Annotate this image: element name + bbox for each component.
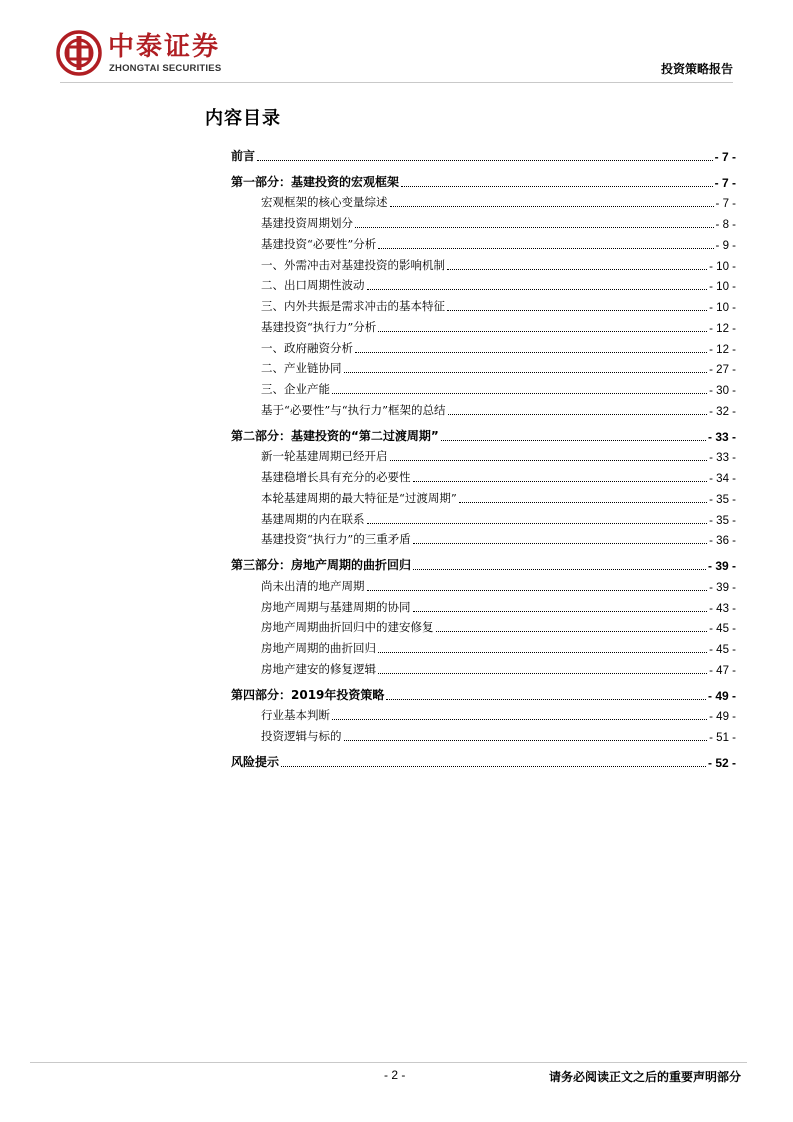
toc-entry-page: - 35 - <box>709 514 736 527</box>
toc-entry[interactable] <box>231 356 736 377</box>
toc-entry-page: - 51 - <box>709 732 736 744</box>
toc-entry[interactable] <box>231 527 736 548</box>
toc-entry-page: - 8 - <box>715 219 736 231</box>
toc-leader-dots <box>447 310 707 311</box>
toc-entry[interactable] <box>231 376 736 397</box>
toc-entry[interactable] <box>231 143 736 164</box>
toc-leader-dots <box>447 269 707 270</box>
toc-entry-label: 第二部分：基建投资的“第二过渡周期” <box>231 428 439 443</box>
toc-entry-page: - 34 - <box>709 473 736 485</box>
toc-entry[interactable] <box>231 397 736 418</box>
toc-entry-page: - 9 - <box>715 239 736 252</box>
toc-entry-label: 房地产周期与基建周期的协同 <box>261 599 411 614</box>
toc-entry-label: 基建投资“必要性”分析 <box>261 236 377 251</box>
toc-entry[interactable] <box>231 293 736 314</box>
toc-entry-page: - 10 - <box>709 260 736 273</box>
toc-entry-label: 基建投资周期划分 <box>261 216 353 230</box>
toc-leader-dots <box>390 206 714 207</box>
page-number: - 2 - <box>384 1068 406 1082</box>
toc-title: 内容目录 <box>205 108 281 129</box>
toc-entry-label: 基于“必要性”与“执行力”框架的总结 <box>261 402 446 417</box>
toc-entry[interactable] <box>231 273 736 294</box>
toc-entry[interactable] <box>231 485 736 506</box>
toc-entry-page: - 47 - <box>709 664 736 677</box>
toc-entry[interactable] <box>231 464 736 485</box>
toc-entry[interactable] <box>231 682 736 703</box>
toc-entry-page: - 10 - <box>709 281 736 294</box>
toc-entry-label: 二、产业链协同 <box>261 361 342 376</box>
footer-disclaimer: 请务必阅读正文之后的重要声明部分 <box>548 1070 741 1084</box>
toc-entry-page: - 33 - <box>707 429 736 444</box>
report-type: 投资策略报告 <box>660 62 733 76</box>
toc-entry[interactable] <box>231 552 736 573</box>
toc-entry[interactable] <box>231 169 736 190</box>
toc-entry-page: - 10 - <box>709 302 736 314</box>
toc-leader-dots <box>390 460 708 461</box>
toc-leader-dots <box>459 502 707 503</box>
toc-entry-label: 宏观框架的核心变量综述 <box>261 195 388 210</box>
toc-entry[interactable] <box>231 252 736 273</box>
toc-entry[interactable] <box>231 573 736 594</box>
toc-entry-page: - 36 - <box>709 535 736 548</box>
toc-entry[interactable] <box>231 506 736 527</box>
toc-leader-dots <box>344 740 708 741</box>
toc-entry-label: 第四部分：2019年投资策略 <box>231 687 385 702</box>
toc-leader-dots <box>378 331 707 332</box>
header-divider <box>60 82 733 83</box>
toc-leader-dots <box>367 590 708 591</box>
toc-entry-page: - 27 - <box>709 364 736 377</box>
toc-entry-label: 本轮基建周期的最大特征是“过渡周期” <box>261 490 457 505</box>
toc-leader-dots <box>413 611 708 612</box>
toc-entry-page: - 49 - <box>707 688 736 703</box>
toc-entry-label: 二、出口周期性波动 <box>261 278 365 293</box>
toc-leader-dots <box>257 160 713 161</box>
toc-entry-label: 风险提示 <box>231 754 280 769</box>
toc-leader-dots <box>355 227 714 228</box>
footer-divider <box>30 1062 747 1063</box>
toc-entry-page: - 52 - <box>707 755 736 770</box>
toc-entry-page: - 43 - <box>709 602 736 615</box>
toc-leader-dots <box>355 352 707 353</box>
logo-english-name: ZHONGTAI SECURITIES <box>109 63 222 74</box>
toc-entry-page: - 7 - <box>715 198 736 211</box>
toc-entry-page: - 12 - <box>709 343 736 356</box>
toc-entry[interactable] <box>231 335 736 356</box>
toc-entry-label: 新一轮基建周期已经开启 <box>261 449 388 464</box>
company-logo <box>56 30 296 80</box>
toc-entry-label: 基建投资“执行力”的三重矛盾 <box>261 532 411 547</box>
toc-entry-page: - 39 - <box>707 559 736 573</box>
toc-leader-dots <box>378 652 707 653</box>
toc-entry-label: 第一部分：基建投资的宏观框架 <box>231 174 400 189</box>
toc-leader-dots <box>401 186 713 187</box>
toc-leader-dots <box>332 719 707 720</box>
toc-leader-dots <box>281 766 706 767</box>
toc-entry-page: - 33 - <box>709 452 736 465</box>
toc-entry-page: - 32 - <box>709 405 736 418</box>
toc-entry-label: 房地产周期的曲折回归 <box>261 641 376 655</box>
toc-entry-label: 基建投资“执行力”分析 <box>261 319 377 334</box>
toc-leader-dots <box>378 673 707 674</box>
toc-entry-label: 基建周期的内在联系 <box>261 511 365 526</box>
toc-entry-page: - 7 - <box>714 175 736 190</box>
toc-entry[interactable] <box>231 210 736 231</box>
toc-leader-dots <box>367 523 708 524</box>
toc-leader-dots <box>378 248 713 249</box>
toc-entry[interactable] <box>231 703 736 724</box>
toc-entry-label: 前言 <box>231 148 256 163</box>
toc-entry[interactable] <box>231 190 736 211</box>
zhongtai-logo-icon <box>56 30 102 76</box>
toc-entry[interactable] <box>231 635 736 656</box>
toc-entry-page: - 7 - <box>714 149 736 164</box>
toc-entry-label: 一、政府融资分析 <box>261 340 353 355</box>
toc-leader-dots <box>332 393 707 394</box>
toc-entry[interactable] <box>231 423 736 444</box>
toc-entry-label: 尚未出清的地产周期 <box>261 578 365 593</box>
toc-entry-label: 一、外需冲击对基建投资的影响机制 <box>261 257 445 272</box>
toc-leader-dots <box>386 699 706 700</box>
toc-entry-page: - 35 - <box>709 493 736 506</box>
toc-entry[interactable] <box>231 231 736 252</box>
toc-leader-dots <box>413 481 708 482</box>
toc-entry[interactable] <box>231 314 736 335</box>
toc-entry-page: - 39 - <box>709 581 736 594</box>
toc-entry-label: 行业基本判断 <box>261 708 330 723</box>
toc-entry-label: 基建稳增长具有充分的必要性 <box>261 470 411 484</box>
toc-entry-page: - 45 - <box>709 623 736 636</box>
toc-entry[interactable] <box>231 444 736 465</box>
toc-leader-dots <box>441 440 706 441</box>
toc-entry-label: 投资逻辑与标的 <box>261 729 342 743</box>
toc-entry-page: - 45 - <box>709 644 736 656</box>
toc-entry[interactable] <box>231 749 736 770</box>
toc-entry[interactable] <box>231 723 736 744</box>
toc-leader-dots <box>413 543 707 544</box>
toc-entry-page: - 30 - <box>709 385 736 397</box>
toc-entry-page: - 12 - <box>709 322 736 335</box>
toc-entry-label: 三、企业产能 <box>261 382 330 396</box>
toc-entry[interactable] <box>231 594 736 615</box>
toc-leader-dots <box>367 289 708 290</box>
toc-leader-dots <box>344 372 708 373</box>
toc-entry-label: 三、内外共振是需求冲击的基本特征 <box>261 299 445 313</box>
toc-entry-label: 第三部分：房地产周期的曲折回归 <box>231 558 412 572</box>
toc-entry-label: 房地产周期曲折回归中的建安修复 <box>261 620 434 635</box>
toc-leader-dots <box>436 631 708 632</box>
toc-entry[interactable] <box>231 656 736 677</box>
toc-entry-page: - 49 - <box>709 711 736 724</box>
toc-entry-label: 房地产建安的修复逻辑 <box>261 661 376 676</box>
logo-chinese-name: 中泰证券 <box>108 32 221 62</box>
toc-entry[interactable] <box>231 615 736 636</box>
table-of-contents <box>231 143 736 770</box>
toc-leader-dots <box>413 569 706 570</box>
toc-leader-dots <box>448 414 708 415</box>
